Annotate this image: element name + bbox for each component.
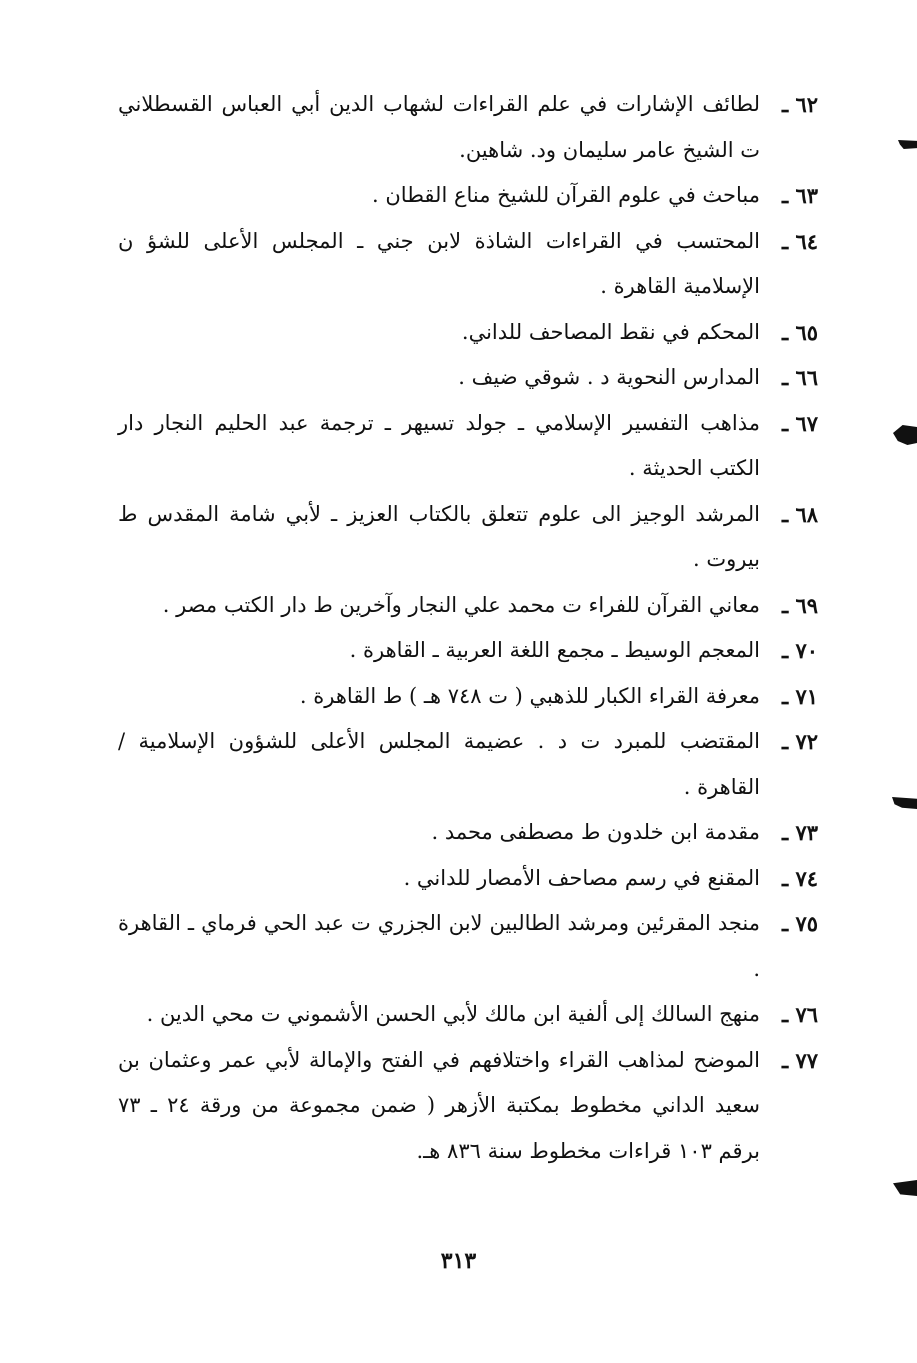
bibliography-entry (118, 856, 818, 902)
bibliography-entry (118, 992, 818, 1038)
entry-number: ٧٠ ـ (781, 638, 818, 663)
entry-text: المقتضب للمبرد ت د . عضيمة المجلس الأعلى للشؤون الإسلامية / القاهرة . (118, 729, 760, 799)
entry-number: ٦٧ ـ (781, 410, 818, 436)
bibliography-entry (118, 219, 818, 310)
entry-text: المحتسب في القراءات الشاذة لابن جني ـ المجلس الأعلى للشؤ ن الإسلامية القاهرة . (118, 228, 760, 298)
entry-number: ٦٢ ـ (781, 92, 818, 117)
bibliography-entry (118, 628, 818, 674)
bibliography-entry (118, 401, 818, 492)
entry-number: ٦٨ ـ (781, 501, 818, 527)
entry-number: ٧٢ ـ (781, 729, 818, 754)
scan-edge-mark (893, 425, 917, 445)
entry-text: معاني القرآن للفراء ت محمد علي النجار وآخرين ط دار الكتب مصر . (162, 592, 760, 617)
entry-number: ٦٤ ـ (781, 228, 818, 254)
entry-number: ٧٧ ـ (781, 1047, 818, 1073)
entry-text: منجد المقرئين ومرشد الطالبين لابن الجزري ت عبد الحي فرماي ـ القاهرة . (118, 911, 760, 981)
entry-text: المقنع في رسم مصاحف الأمصار للداني . (403, 865, 760, 890)
bibliography-entry (118, 355, 818, 401)
entry-number: ٦٥ ـ (781, 319, 818, 345)
bibliography-entry (118, 583, 818, 629)
bibliography-entry (118, 1038, 818, 1175)
page-number: ٣١٣ (440, 1248, 477, 1274)
entry-number: ٧٥ ـ (781, 911, 818, 936)
entry-text: المعجم الوسيط ـ مجمع اللغة العربية ـ القاهرة . (349, 638, 760, 662)
bibliography-entry (118, 674, 818, 720)
entry-text: مذاهب التفسير الإسلامي ـ جولد تسيهر ـ ترجمة عبد الحليم النجار دار الكتب الحديثة . (118, 410, 760, 480)
entry-text: لطائف الإشارات في علم القراءات لشهاب الدين أبي العباس القسطلاني ت الشيخ عامر سليمان ود. شاهين. (118, 92, 760, 162)
bibliography-entry (118, 719, 818, 810)
bibliography-entry (118, 310, 818, 356)
entry-number: ٧٦ ـ (781, 1002, 818, 1027)
entry-number: ٧١ ـ (781, 683, 818, 709)
entry-text: منهج السالك إلى ألفية ابن مالك لأبي الحسن الأشموني ت محي الدين . (146, 1002, 760, 1026)
entry-number: ٦٣ ـ (781, 183, 818, 208)
entry-text: مباحث في علوم القرآن للشيخ مناع القطان . (372, 183, 760, 207)
bibliography-entry (118, 82, 818, 173)
entry-number: ٧٤ ـ (781, 865, 818, 891)
bibliography-entry (118, 810, 818, 856)
entry-text: الموضح لمذاهب القراء واختلافهم في الفتح والإمالة لأبي عمر وعثمان بن سعيد الداني مخطوط بمكتبة الأزهر ( ضمن مجموعة من ورقة ٢٤ ـ ٧٣ برقم ١٠٣ قراءات مخطوط سنة ٨٣٦ هـ. (118, 1047, 760, 1163)
entry-number: ٦٩ ـ (781, 592, 818, 618)
scan-edge-mark (898, 140, 917, 149)
entry-number: ٦٦ ـ (781, 365, 818, 390)
entry-number: ٧٣ ـ (781, 820, 818, 845)
entry-text: المدارس النحوية د . شوقي ضيف . (458, 365, 760, 389)
bibliography-entry (118, 173, 818, 219)
scan-edge-mark (893, 1180, 917, 1196)
scan-edge-mark (892, 797, 917, 809)
entry-text: مقدمة ابن خلدون ط مصطفى محمد . (431, 820, 760, 844)
entry-text: المرشد الوجيز الى علوم تتعلق بالكتاب العزيز ـ لأبي شامة المقدس ط بيروت . (118, 501, 760, 571)
entry-text: معرفة القراء الكبار للذهبي ( ت ٧٤٨ هـ ) ط القاهرة . (299, 683, 760, 708)
bibliography-entry (118, 901, 818, 992)
bibliography-list (118, 82, 818, 1174)
bibliography-entry (118, 492, 818, 583)
entry-text: المحكم في نقط المصاحف للداني. (461, 319, 760, 344)
